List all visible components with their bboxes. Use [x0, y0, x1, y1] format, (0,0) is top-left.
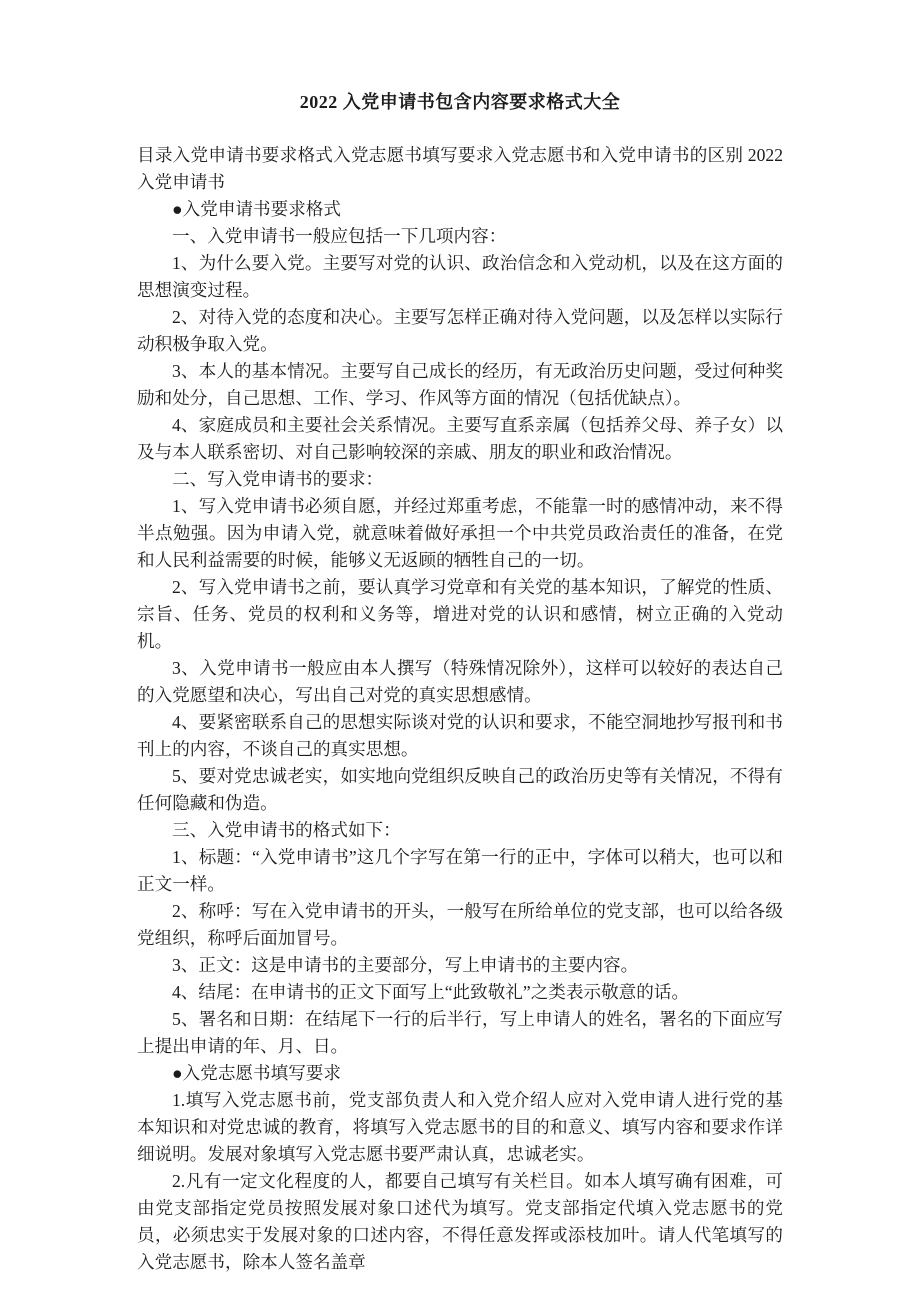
document-title: 2022 入党申请书包含内容要求格式大全	[299, 92, 621, 112]
paragraph: ●入党申请书要求格式	[172, 199, 341, 219]
paragraph: 4、结尾：在申请书的正文下面写上“此致敬礼”之类表示敬意的话。	[172, 982, 690, 1002]
paragraph: 2、对待入党的态度和决心。主要写怎样正确对待入党问题，以及怎样以实际行动积极争取入党。	[137, 307, 783, 354]
paragraph: 目录入党申请书要求格式入党志愿书填写要求入党志愿书和入党申请书的区别 2022 入党申请书	[137, 145, 783, 192]
paragraph: 1、标题：“入党申请书”这几个字写在第一行的正中，字体可以稍大，也可以和正文一样。	[137, 847, 783, 894]
paragraph: 5、署名和日期：在结尾下一行的后半行，写上申请人的姓名，署名的下面应写上提出申请的年、月、日。	[137, 1009, 783, 1056]
paragraph: 1、写入党申请书必须自愿，并经过郑重考虑，不能靠一时的感情冲动，来不得半点勉强。因为申请入党，就意味着做好承担一个中共党员政治责任的准备，在党和人民利益需要的时候，能够义无返顾的牺牲自己的一切。	[137, 496, 783, 570]
paragraph: 3、正文：这是申请书的主要部分，写上申请书的主要内容。	[172, 955, 639, 975]
paragraph: ●入党志愿书填写要求	[172, 1063, 341, 1083]
paragraph: 4、要紧密联系自己的思想实际谈对党的认识和要求，不能空洞地抄写报刊和书刊上的内容，不谈自己的真实思想。	[137, 712, 783, 759]
document-content	[137, 88, 783, 1276]
paragraph: 三、入党申请书的格式如下：	[172, 820, 401, 840]
document-body	[137, 142, 783, 1276]
paragraph: 3、本人的基本情况。主要写自己成长的经历，有无政治历史问题，受过何种奖励和处分，自己思想、工作、学习、作风等方面的情况（包括优缺点）。	[137, 361, 783, 408]
paragraph: 2、写入党申请书之前，要认真学习党章和有关党的基本知识，了解党的性质、宗旨、任务、党员的权利和义务等，增进对党的认识和感情，树立正确的入党动机。	[137, 577, 783, 651]
paragraph: 4、家庭成员和主要社会关系情况。主要写直系亲属（包括养父母、养子女）以及与本人联系密切、对自己影响较深的亲戚、朋友的职业和政治情况。	[137, 415, 783, 462]
paragraph: 二、写入党申请书的要求：	[172, 469, 384, 489]
paragraph: 一、入党申请书一般应包括一下几项内容：	[172, 226, 507, 246]
paragraph: 5、要对党忠诚老实，如实地向党组织反映自己的政治历史等有关情况，不得有任何隐藏和伪造。	[137, 766, 783, 813]
paragraph: 2.凡有一定文化程度的人，都要自己填写有关栏目。如本人填写确有困难，可由党支部指定党员按照发展对象口述代为填写。党支部指定代填入党志愿书的党员，必须忠实于发展对象的口述内容，不得任意发挥或添枝加叶。请人代笔填写的入党志愿书，除本人签名盖章	[137, 1171, 783, 1272]
paragraph: 1、为什么要入党。主要写对党的认识、政治信念和入党动机，以及在这方面的思想演变过程。	[137, 253, 783, 300]
paragraph: 2、称呼：写在入党申请书的开头，一般写在所给单位的党支部，也可以给各级党组织，称呼后面加冒号。	[137, 901, 783, 948]
paragraph: 3、入党申请书一般应由本人撰写（特殊情况除外），这样可以较好的表达自己的入党愿望和决心，写出自己对党的真实思想感情。	[137, 658, 783, 705]
paragraph: 1.填写入党志愿书前，党支部负责人和入党介绍人应对入党申请人进行党的基本知识和对党忠诚的教育，将填写入党志愿书的目的和意义、填写内容和要求作详细说明。发展对象填写入党志愿书要严肃认真，忠诚老实。	[137, 1090, 783, 1164]
